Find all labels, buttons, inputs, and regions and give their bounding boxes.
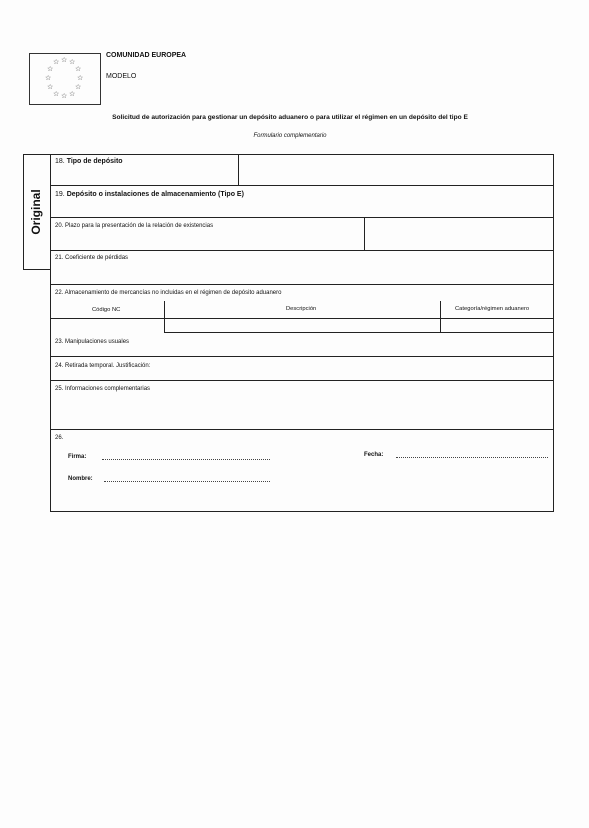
box-18-title: Tipo de depósito	[66, 158, 123, 165]
box-20-field-right[interactable]	[365, 218, 551, 249]
community-label: COMUNIDAD EUROPEA	[106, 52, 187, 59]
box-22-code-field[interactable]	[51, 319, 163, 331]
star-icon: ☆	[69, 59, 76, 66]
box-22-label: 22. Almacenamiento de mercancías no incluidas en el régimen de depósito aduanero	[55, 290, 282, 296]
date-field[interactable]	[396, 457, 548, 458]
box-18-number: 18.	[55, 158, 65, 165]
box-20-label: 20. Plazo para la presentación de la relación de existencias	[55, 223, 214, 229]
box-26-number: 26.	[55, 435, 64, 441]
star-icon: ☆	[61, 93, 68, 100]
box-20-field[interactable]	[51, 233, 363, 249]
box-24-field[interactable]	[51, 372, 551, 379]
box-23-field[interactable]	[51, 348, 551, 355]
signature-field[interactable]	[102, 459, 270, 460]
star-icon: ☆	[47, 66, 54, 73]
star-icon: ☆	[75, 66, 82, 73]
divider	[50, 356, 554, 357]
star-icon: ☆	[47, 84, 54, 91]
eu-stars-icon	[30, 54, 100, 104]
box-24-label: 24. Retirada temporal. Justificación:	[55, 363, 151, 369]
box-19-label	[55, 191, 244, 198]
signature-label: Firma:	[68, 454, 87, 460]
column-header-description: Descripción	[286, 306, 317, 312]
date-label: Fecha:	[364, 452, 384, 458]
box-25-field[interactable]	[51, 396, 551, 428]
divider	[50, 185, 554, 186]
box-19-number: 19.	[55, 191, 65, 198]
star-icon: ☆	[75, 84, 82, 91]
box-22-category-field[interactable]	[441, 319, 551, 331]
original-label: Original	[29, 189, 43, 235]
name-label: Nombre:	[68, 476, 93, 482]
eu-emblem-box	[29, 53, 101, 105]
star-icon: ☆	[53, 59, 60, 66]
divider	[50, 250, 554, 251]
box-19-field[interactable]	[51, 201, 551, 216]
box-18-label	[55, 158, 123, 165]
star-icon: ☆	[61, 57, 68, 64]
box-18-field-right[interactable]	[239, 155, 551, 184]
box-21-field[interactable]	[51, 265, 551, 283]
box-18-field[interactable]	[51, 168, 237, 184]
column-header-code: Código NC	[92, 307, 121, 313]
divider	[164, 332, 554, 333]
box-22-description-field[interactable]	[165, 319, 439, 331]
box-25-label: 25. Informaciones complementarias	[55, 386, 151, 392]
star-icon: ☆	[77, 75, 84, 82]
divider	[50, 380, 554, 381]
divider	[50, 284, 554, 285]
model-label: MODELO	[106, 73, 137, 80]
box-19-title: Depósito o instalaciones de almacenamiento (Tipo E)	[66, 191, 244, 198]
column-header-category: Categoría/régimen aduanero	[455, 306, 530, 312]
box-23-label: 23. Manipulaciones usuales	[55, 339, 130, 345]
star-icon: ☆	[53, 91, 60, 98]
document-title: Solicitud de autorización para gestionar un depósito aduanero o para utilizar el régimen en un depósito del tipo E	[112, 114, 468, 121]
divider	[50, 429, 554, 430]
document-subtitle: Formulario complementario	[253, 133, 327, 139]
star-icon: ☆	[69, 91, 76, 98]
star-icon: ☆	[45, 75, 52, 82]
box-21-label: 21. Coeficiente de pérdidas	[55, 255, 129, 261]
name-field[interactable]	[104, 481, 270, 482]
